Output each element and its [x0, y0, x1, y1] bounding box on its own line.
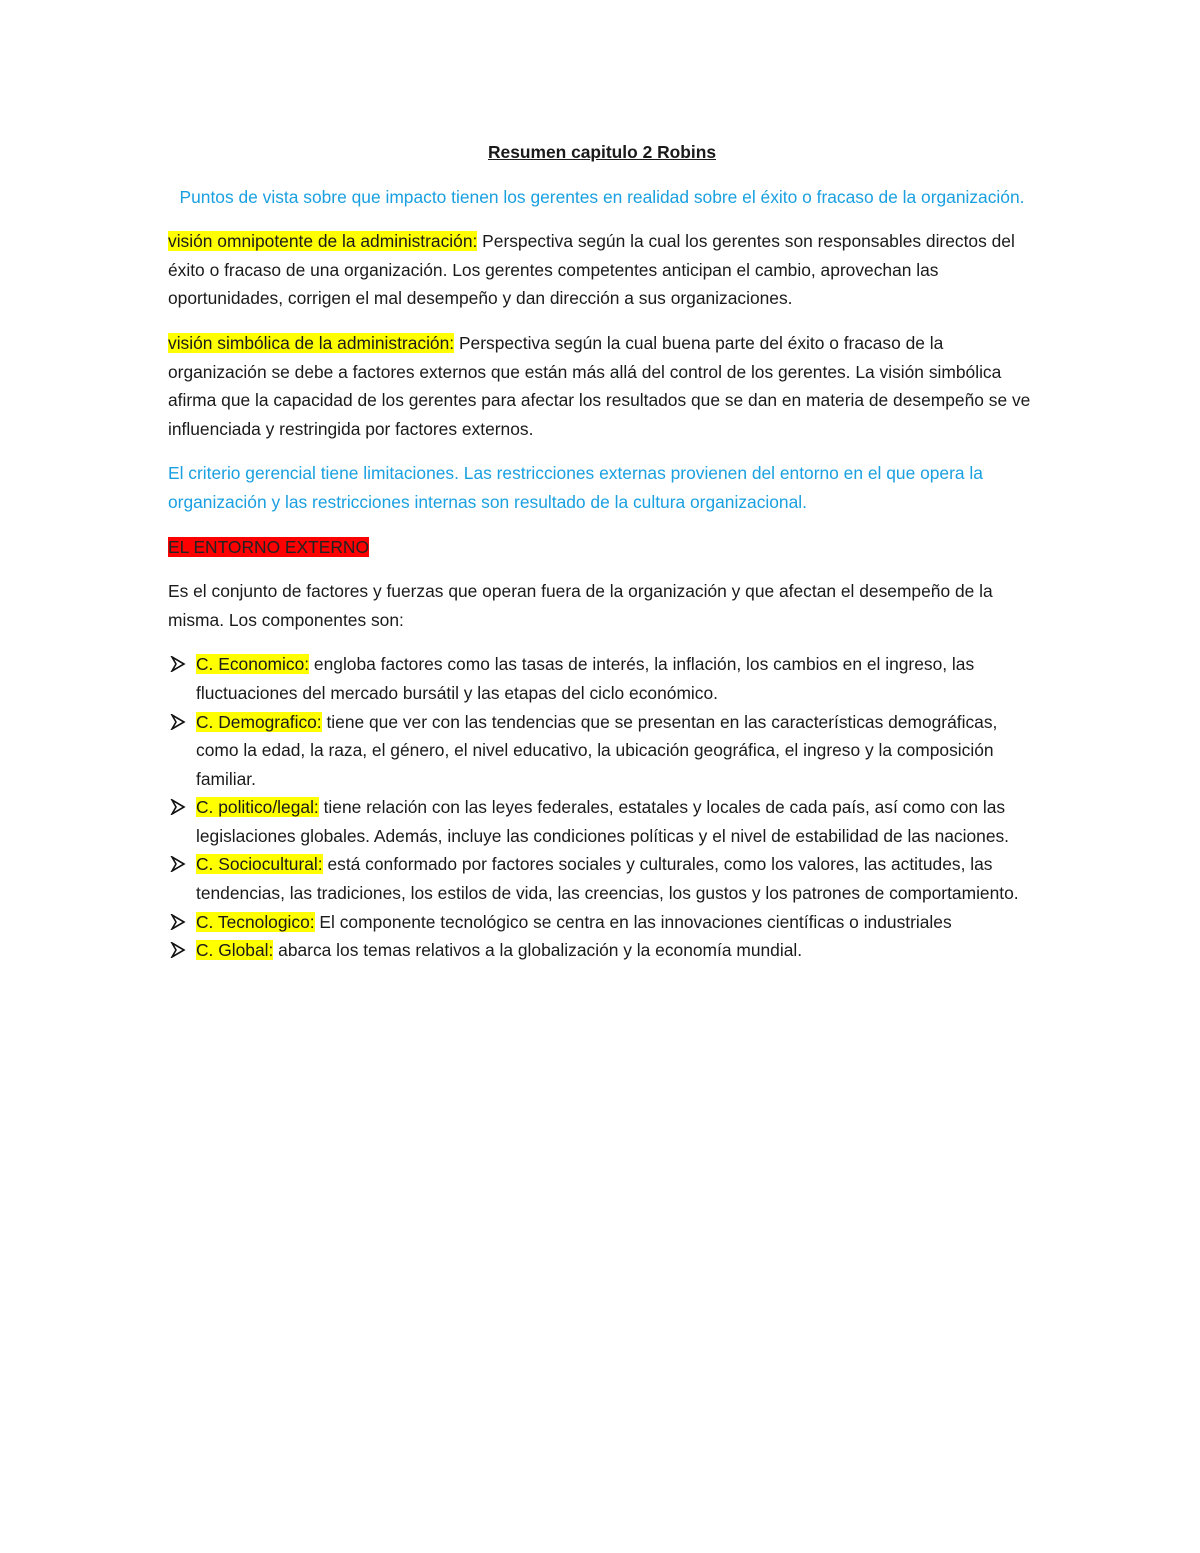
section-intro: Es el conjunto de factores y fuerzas que operan fuera de la organización y que afectan el desempeño de la misma. Los componentes son: — [168, 581, 993, 630]
paragraph-text: Perspectiva según la cual los gerentes son responsables directos del éxito o fracaso de una organización. Los gerentes competentes anticipan el cambio, aprovechan las oportunidades, corrigen el mal desempeño y dan dirección a sus organizaciones. — [168, 231, 1015, 309]
document-subtitle: Puntos de vista sobre que impacto tienen los gerentes en realidad sobre el éxito o fracaso de la organización. — [179, 186, 1025, 207]
component-text: tiene que ver con las tendencias que se presentan en las características demográficas, como la edad, la raza, el género, el nivel educativo, la ubicación geográfica, el ingreso y la composición familiar. — [196, 711, 998, 789]
arrowhead-bullet-icon — [170, 914, 186, 930]
document-title: Resumen capitulo 2 Robins — [487, 142, 717, 162]
arrowhead-bullet-icon — [170, 656, 186, 672]
paragraph-omnipotent-view — [168, 227, 1036, 313]
list-item — [168, 850, 1036, 907]
component-text: tiene relación con las leyes federales, estatales y locales de cada país, así como con las legislaciones globales. Además, incluye las condiciones políticas y el nivel de estabilidad de las naciones. — [196, 797, 1010, 846]
term-highlight: visión simbólica de la administración: — [168, 332, 455, 353]
component-term: C. Sociocultural: — [196, 854, 323, 875]
component-text: El componente tecnológico se centra en las innovaciones científicas o industriales — [314, 911, 952, 932]
section-heading — [168, 533, 1036, 562]
list-item — [168, 650, 1036, 707]
term-highlight: visión omnipotente de la administración: — [168, 231, 478, 252]
list-item — [168, 908, 1036, 937]
list-item — [168, 793, 1036, 850]
arrowhead-bullet-icon — [170, 714, 186, 730]
list-item — [168, 936, 1036, 965]
document-page — [168, 138, 1036, 965]
component-term: C. Global: — [196, 940, 274, 961]
component-text: abarca los temas relativos a la globalización y la economía mundial. — [273, 940, 803, 961]
component-term: C. politico/legal: — [196, 797, 319, 818]
note-paragraph: El criterio gerencial tiene limitaciones. Las restricciones externas provienen del entorno en el que opera la organización y las restricciones internas son resultado de la cultura organizacional. — [168, 463, 983, 512]
arrowhead-bullet-icon — [170, 942, 186, 958]
list-item — [168, 708, 1036, 794]
component-term: C. Economico: — [196, 654, 310, 675]
component-term: C. Demografico: — [196, 711, 322, 732]
arrowhead-bullet-icon — [170, 856, 186, 872]
arrowhead-bullet-icon — [170, 799, 186, 815]
paragraph-text: Perspectiva según la cual buena parte del éxito o fracaso de la organización se debe a factores externos que están más allá del control de los gerentes. La visión simbólica afirma que la capacidad de los gerentes para afectar los resultados que se dan en materia de desempeño se ve influenciada y restringida por factores externos. — [168, 332, 1031, 439]
section-heading-text: EL ENTORNO EXTERNO — [168, 536, 369, 557]
components-list — [168, 650, 1036, 965]
component-text: está conformado por factores sociales y culturales, como los valores, las actitudes, las tendencias, las tradiciones, los estilos de vida, las creencias, los gustos y los patrones de comportamiento. — [196, 854, 1019, 904]
component-text: engloba factores como las tasas de interés, la inflación, los cambios en el ingreso, las fluctuaciones del mercado bursátil y las etapas del ciclo económico. — [196, 654, 975, 703]
paragraph-symbolic-view — [168, 329, 1036, 443]
component-term: C. Tecnologico: — [196, 911, 315, 932]
